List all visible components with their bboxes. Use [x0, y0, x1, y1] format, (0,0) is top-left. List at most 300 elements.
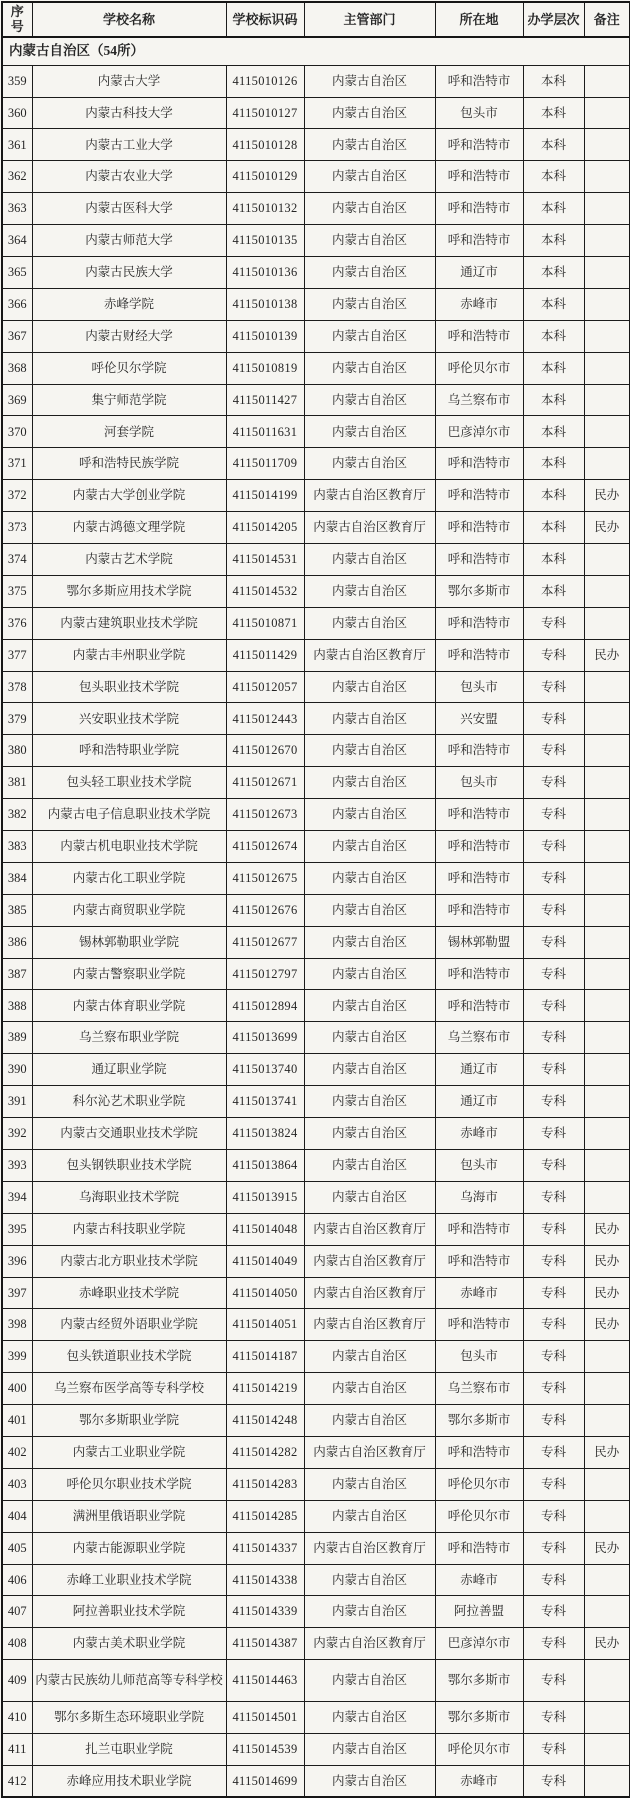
cell-department: 内蒙古自治区教育厅	[304, 1628, 435, 1660]
cell-school-code: 4115014285	[226, 1500, 304, 1532]
cell-location: 呼和浩特市	[435, 193, 523, 225]
cell-school-name: 鄂尔多斯应用技术学院	[32, 575, 226, 607]
cell-index: 375	[2, 575, 32, 607]
table-row	[2, 1181, 630, 1213]
cell-school-code: 4115012443	[226, 703, 304, 735]
cell-level: 专科	[523, 799, 584, 831]
cell-level: 专科	[523, 1149, 584, 1181]
cell-school-code: 4115013824	[226, 1118, 304, 1150]
cell-department: 内蒙古自治区	[304, 894, 435, 926]
cell-department: 内蒙古自治区	[304, 1086, 435, 1118]
table-row	[2, 544, 630, 576]
cell-note: 民办	[584, 1309, 630, 1341]
cell-level: 专科	[523, 1245, 584, 1277]
column-header-school-name: 学校名称	[32, 2, 226, 37]
section-row	[2, 37, 630, 66]
cell-school-code: 4115010138	[226, 288, 304, 320]
cell-index: 369	[2, 384, 32, 416]
table-row	[2, 1564, 630, 1596]
cell-level: 专科	[523, 671, 584, 703]
cell-note	[584, 926, 630, 958]
table-row	[2, 1118, 630, 1150]
cell-department: 内蒙古自治区	[304, 990, 435, 1022]
cell-department: 内蒙古自治区	[304, 1054, 435, 1086]
region-section	[2, 37, 630, 66]
cell-school-code: 4115014337	[226, 1532, 304, 1564]
cell-department: 内蒙古自治区	[304, 384, 435, 416]
cell-school-code: 4115010819	[226, 352, 304, 384]
cell-location: 呼和浩特市	[435, 894, 523, 926]
cell-note	[584, 448, 630, 480]
cell-level: 本科	[523, 352, 584, 384]
cell-index: 367	[2, 320, 32, 352]
cell-location: 呼和浩特市	[435, 1245, 523, 1277]
cell-location: 呼和浩特市	[435, 320, 523, 352]
cell-note	[584, 288, 630, 320]
cell-note	[584, 544, 630, 576]
cell-index: 398	[2, 1309, 32, 1341]
table-row	[2, 862, 630, 894]
table-row	[2, 1341, 630, 1373]
cell-school-code: 4115012057	[226, 671, 304, 703]
cell-note	[584, 1373, 630, 1405]
table-row	[2, 639, 630, 671]
cell-school-code: 4115013740	[226, 1054, 304, 1086]
cell-level: 本科	[523, 129, 584, 161]
table-row	[2, 512, 630, 544]
cell-index: 364	[2, 225, 32, 257]
cell-note	[584, 1702, 630, 1734]
cell-index: 389	[2, 1022, 32, 1054]
cell-school-name: 内蒙古农业大学	[32, 161, 226, 193]
cell-school-name: 内蒙古大学创业学院	[32, 480, 226, 512]
cell-location: 呼和浩特市	[435, 544, 523, 576]
cell-level: 本科	[523, 320, 584, 352]
table-row	[2, 1213, 630, 1245]
cell-school-name: 内蒙古师范大学	[32, 225, 226, 257]
table-row	[2, 894, 630, 926]
cell-index: 374	[2, 544, 32, 576]
cell-level: 专科	[523, 1341, 584, 1373]
column-header-index: 序号	[2, 2, 32, 37]
cell-level: 本科	[523, 288, 584, 320]
cell-location: 赤峰市	[435, 1277, 523, 1309]
table-row	[2, 161, 630, 193]
cell-school-name: 赤峰学院	[32, 288, 226, 320]
cell-school-code: 4115014050	[226, 1277, 304, 1309]
cell-location: 鄂尔多斯市	[435, 575, 523, 607]
cell-school-code: 4115014463	[226, 1660, 304, 1702]
cell-index: 373	[2, 512, 32, 544]
cell-note: 民办	[584, 1532, 630, 1564]
cell-school-name: 呼和浩特民族学院	[32, 448, 226, 480]
cell-school-code: 4115012674	[226, 831, 304, 863]
cell-note	[584, 862, 630, 894]
cell-level: 专科	[523, 831, 584, 863]
cell-location: 乌兰察布市	[435, 384, 523, 416]
cell-level: 本科	[523, 257, 584, 289]
cell-school-code: 4115014049	[226, 1245, 304, 1277]
cell-level: 专科	[523, 767, 584, 799]
cell-note	[584, 257, 630, 289]
cell-note	[584, 416, 630, 448]
cell-school-name: 包头钢铁职业技术学院	[32, 1149, 226, 1181]
cell-location: 呼伦贝尔市	[435, 352, 523, 384]
cell-level: 本科	[523, 225, 584, 257]
cell-school-name: 赤峰工业职业技术学院	[32, 1564, 226, 1596]
cell-school-name: 赤峰职业技术学院	[32, 1277, 226, 1309]
cell-school-code: 4115010128	[226, 129, 304, 161]
cell-index: 381	[2, 767, 32, 799]
cell-note: 民办	[584, 1277, 630, 1309]
cell-school-code: 4115014531	[226, 544, 304, 576]
cell-department: 内蒙古自治区	[304, 958, 435, 990]
cell-school-name: 兴安职业技术学院	[32, 703, 226, 735]
cell-note	[584, 671, 630, 703]
table-row	[2, 1022, 630, 1054]
cell-level: 专科	[523, 1596, 584, 1628]
cell-school-name: 内蒙古体育职业学院	[32, 990, 226, 1022]
cell-school-code: 4115012676	[226, 894, 304, 926]
cell-note	[584, 1118, 630, 1150]
cell-level: 专科	[523, 1086, 584, 1118]
cell-location: 呼和浩特市	[435, 862, 523, 894]
cell-location: 赤峰市	[435, 1118, 523, 1150]
cell-school-code: 4115012894	[226, 990, 304, 1022]
table-row	[2, 1436, 630, 1468]
cell-index: 409	[2, 1660, 32, 1702]
cell-school-name: 内蒙古大学	[32, 65, 226, 97]
cell-location: 通辽市	[435, 1086, 523, 1118]
cell-location: 通辽市	[435, 1054, 523, 1086]
cell-school-name: 内蒙古化工职业学院	[32, 862, 226, 894]
cell-location: 呼和浩特市	[435, 480, 523, 512]
cell-index: 412	[2, 1765, 32, 1797]
table-row	[2, 1596, 630, 1628]
cell-index: 396	[2, 1245, 32, 1277]
cell-location: 鄂尔多斯市	[435, 1405, 523, 1437]
cell-location: 呼和浩特市	[435, 1213, 523, 1245]
table-row	[2, 1628, 630, 1660]
cell-location: 包头市	[435, 767, 523, 799]
cell-location: 巴彦淖尔市	[435, 416, 523, 448]
cell-school-code: 4115014387	[226, 1628, 304, 1660]
table-row	[2, 607, 630, 639]
table-row	[2, 1149, 630, 1181]
table-row	[2, 575, 630, 607]
cell-location: 兴安盟	[435, 703, 523, 735]
cell-location: 阿拉善盟	[435, 1596, 523, 1628]
cell-school-code: 4115012673	[226, 799, 304, 831]
cell-department: 内蒙古自治区	[304, 735, 435, 767]
cell-index: 372	[2, 480, 32, 512]
cell-department: 内蒙古自治区	[304, 97, 435, 129]
cell-location: 呼和浩特市	[435, 512, 523, 544]
cell-location: 呼伦贝尔市	[435, 1468, 523, 1500]
cell-school-code: 4115014539	[226, 1734, 304, 1766]
cell-index: 401	[2, 1405, 32, 1437]
cell-note	[584, 607, 630, 639]
table-row	[2, 1277, 630, 1309]
cell-note	[584, 97, 630, 129]
table-row	[2, 1054, 630, 1086]
cell-department: 内蒙古自治区	[304, 1564, 435, 1596]
cell-index: 384	[2, 862, 32, 894]
cell-level: 本科	[523, 544, 584, 576]
cell-note	[584, 1086, 630, 1118]
cell-school-code: 4115014532	[226, 575, 304, 607]
cell-note	[584, 703, 630, 735]
cell-note	[584, 320, 630, 352]
cell-level: 专科	[523, 1213, 584, 1245]
cell-index: 405	[2, 1532, 32, 1564]
cell-department: 内蒙古自治区	[304, 1702, 435, 1734]
cell-school-name: 内蒙古能源职业学院	[32, 1532, 226, 1564]
cell-index: 377	[2, 639, 32, 671]
cell-department: 内蒙古自治区	[304, 1660, 435, 1702]
cell-index: 410	[2, 1702, 32, 1734]
cell-location: 乌兰察布市	[435, 1022, 523, 1054]
cell-department: 内蒙古自治区	[304, 544, 435, 576]
cell-department: 内蒙古自治区	[304, 1765, 435, 1797]
table-row	[2, 129, 630, 161]
cell-index: 363	[2, 193, 32, 225]
cell-note	[584, 193, 630, 225]
cell-department: 内蒙古自治区	[304, 671, 435, 703]
cell-location: 呼和浩特市	[435, 1532, 523, 1564]
table-row	[2, 799, 630, 831]
cell-school-code: 4115014187	[226, 1341, 304, 1373]
cell-department: 内蒙古自治区	[304, 1149, 435, 1181]
cell-note: 民办	[584, 480, 630, 512]
cell-level: 本科	[523, 193, 584, 225]
cell-index: 379	[2, 703, 32, 735]
cell-index: 393	[2, 1149, 32, 1181]
cell-school-name: 包头职业技术学院	[32, 671, 226, 703]
cell-level: 专科	[523, 1022, 584, 1054]
cell-school-name: 内蒙古医科大学	[32, 193, 226, 225]
cell-school-code: 4115014282	[226, 1436, 304, 1468]
cell-school-code: 4115014339	[226, 1596, 304, 1628]
cell-level: 本科	[523, 575, 584, 607]
table-row	[2, 257, 630, 289]
cell-location: 呼和浩特市	[435, 225, 523, 257]
cell-school-code: 4115010871	[226, 607, 304, 639]
cell-index: 411	[2, 1734, 32, 1766]
cell-school-name: 内蒙古工业职业学院	[32, 1436, 226, 1468]
cell-note	[584, 1596, 630, 1628]
cell-school-name: 内蒙古艺术学院	[32, 544, 226, 576]
cell-department: 内蒙古自治区教育厅	[304, 512, 435, 544]
cell-location: 呼和浩特市	[435, 735, 523, 767]
table-row	[2, 384, 630, 416]
cell-school-code: 4115012670	[226, 735, 304, 767]
cell-location: 呼和浩特市	[435, 639, 523, 671]
cell-school-code: 4115013699	[226, 1022, 304, 1054]
cell-school-name: 科尔沁艺术职业学院	[32, 1086, 226, 1118]
cell-note	[584, 161, 630, 193]
cell-location: 包头市	[435, 1149, 523, 1181]
cell-level: 专科	[523, 958, 584, 990]
table-row	[2, 831, 630, 863]
cell-school-code: 4115014501	[226, 1702, 304, 1734]
cell-department: 内蒙古自治区	[304, 1373, 435, 1405]
cell-school-name: 乌兰察布医学高等专科学校	[32, 1373, 226, 1405]
cell-level: 专科	[523, 1532, 584, 1564]
cell-level: 专科	[523, 1765, 584, 1797]
cell-school-code: 4115012675	[226, 862, 304, 894]
cell-school-code: 4115014338	[226, 1564, 304, 1596]
cell-school-name: 内蒙古商贸职业学院	[32, 894, 226, 926]
cell-school-code: 4115014699	[226, 1765, 304, 1797]
cell-index: 361	[2, 129, 32, 161]
cell-level: 本科	[523, 97, 584, 129]
cell-note	[584, 1564, 630, 1596]
cell-department: 内蒙古自治区	[304, 129, 435, 161]
university-table	[1, 1, 630, 1798]
cell-school-name: 赤峰应用技术职业学院	[32, 1765, 226, 1797]
table-row	[2, 1405, 630, 1437]
cell-level: 专科	[523, 1309, 584, 1341]
cell-note	[584, 1022, 630, 1054]
cell-note: 民办	[584, 639, 630, 671]
cell-location: 锡林郭勒盟	[435, 926, 523, 958]
cell-note	[584, 225, 630, 257]
cell-level: 本科	[523, 416, 584, 448]
cell-location: 包头市	[435, 1341, 523, 1373]
cell-index: 370	[2, 416, 32, 448]
cell-department: 内蒙古自治区	[304, 416, 435, 448]
cell-level: 专科	[523, 1734, 584, 1766]
cell-location: 包头市	[435, 671, 523, 703]
cell-school-code: 4115012797	[226, 958, 304, 990]
cell-location: 乌海市	[435, 1181, 523, 1213]
cell-school-name: 内蒙古警察职业学院	[32, 958, 226, 990]
cell-department: 内蒙古自治区	[304, 862, 435, 894]
cell-school-name: 内蒙古经贸外语职业学院	[32, 1309, 226, 1341]
column-header-school-code: 学校标识码	[226, 2, 304, 37]
table-row	[2, 1734, 630, 1766]
cell-level: 专科	[523, 894, 584, 926]
table-row	[2, 1086, 630, 1118]
cell-index: 387	[2, 958, 32, 990]
cell-school-code: 4115010132	[226, 193, 304, 225]
cell-school-name: 锡林郭勒职业学院	[32, 926, 226, 958]
cell-location: 乌兰察布市	[435, 1373, 523, 1405]
cell-note	[584, 799, 630, 831]
cell-index: 385	[2, 894, 32, 926]
cell-department: 内蒙古自治区	[304, 1596, 435, 1628]
cell-school-name: 乌海职业技术学院	[32, 1181, 226, 1213]
cell-school-name: 乌兰察布职业学院	[32, 1022, 226, 1054]
table-row	[2, 288, 630, 320]
cell-school-name: 呼伦贝尔学院	[32, 352, 226, 384]
table-row	[2, 320, 630, 352]
cell-level: 专科	[523, 1628, 584, 1660]
cell-index: 407	[2, 1596, 32, 1628]
cell-index: 376	[2, 607, 32, 639]
cell-department: 内蒙古自治区教育厅	[304, 1532, 435, 1564]
cell-location: 呼和浩特市	[435, 958, 523, 990]
cell-index: 378	[2, 671, 32, 703]
cell-level: 专科	[523, 703, 584, 735]
cell-school-name: 鄂尔多斯生态环境职业学院	[32, 1702, 226, 1734]
cell-location: 呼和浩特市	[435, 65, 523, 97]
table-row	[2, 1500, 630, 1532]
cell-department: 内蒙古自治区	[304, 926, 435, 958]
cell-department: 内蒙古自治区	[304, 161, 435, 193]
cell-index: 382	[2, 799, 32, 831]
cell-level: 专科	[523, 1702, 584, 1734]
cell-location: 呼和浩特市	[435, 129, 523, 161]
cell-department: 内蒙古自治区	[304, 257, 435, 289]
cell-level: 专科	[523, 1436, 584, 1468]
cell-index: 386	[2, 926, 32, 958]
cell-location: 呼和浩特市	[435, 607, 523, 639]
cell-level: 本科	[523, 65, 584, 97]
cell-location: 呼和浩特市	[435, 161, 523, 193]
cell-note	[584, 831, 630, 863]
cell-level: 专科	[523, 1660, 584, 1702]
cell-department: 内蒙古自治区	[304, 448, 435, 480]
cell-note	[584, 1405, 630, 1437]
cell-location: 呼和浩特市	[435, 448, 523, 480]
cell-school-name: 河套学院	[32, 416, 226, 448]
cell-index: 360	[2, 97, 32, 129]
cell-department: 内蒙古自治区教育厅	[304, 639, 435, 671]
cell-level: 专科	[523, 1054, 584, 1086]
table-row	[2, 416, 630, 448]
cell-department: 内蒙古自治区教育厅	[304, 1436, 435, 1468]
cell-level: 专科	[523, 1118, 584, 1150]
cell-department: 内蒙古自治区	[304, 1022, 435, 1054]
cell-note	[584, 129, 630, 161]
cell-index: 399	[2, 1341, 32, 1373]
cell-level: 专科	[523, 639, 584, 671]
cell-index: 397	[2, 1277, 32, 1309]
cell-note	[584, 1181, 630, 1213]
cell-index: 391	[2, 1086, 32, 1118]
cell-note	[584, 1341, 630, 1373]
table-row	[2, 1468, 630, 1500]
cell-location: 鄂尔多斯市	[435, 1660, 523, 1702]
column-header-location: 所在地	[435, 2, 523, 37]
cell-department: 内蒙古自治区	[304, 1734, 435, 1766]
header-row	[2, 2, 630, 37]
cell-school-code: 4115012677	[226, 926, 304, 958]
cell-department: 内蒙古自治区	[304, 1181, 435, 1213]
cell-school-code: 4115011709	[226, 448, 304, 480]
cell-note	[584, 1500, 630, 1532]
cell-school-name: 内蒙古鸿德文理学院	[32, 512, 226, 544]
cell-index: 406	[2, 1564, 32, 1596]
cell-note: 民办	[584, 1245, 630, 1277]
cell-department: 内蒙古自治区	[304, 352, 435, 384]
table-row	[2, 352, 630, 384]
cell-location: 赤峰市	[435, 1564, 523, 1596]
table-header	[2, 2, 630, 37]
cell-index: 368	[2, 352, 32, 384]
cell-department: 内蒙古自治区	[304, 767, 435, 799]
table-row	[2, 225, 630, 257]
table-row	[2, 990, 630, 1022]
cell-school-code: 4115014219	[226, 1373, 304, 1405]
cell-school-code: 4115014199	[226, 480, 304, 512]
cell-school-name: 内蒙古丰州职业学院	[32, 639, 226, 671]
cell-department: 内蒙古自治区	[304, 65, 435, 97]
section-title: 内蒙古自治区（54所）	[2, 37, 630, 66]
cell-department: 内蒙古自治区	[304, 225, 435, 257]
